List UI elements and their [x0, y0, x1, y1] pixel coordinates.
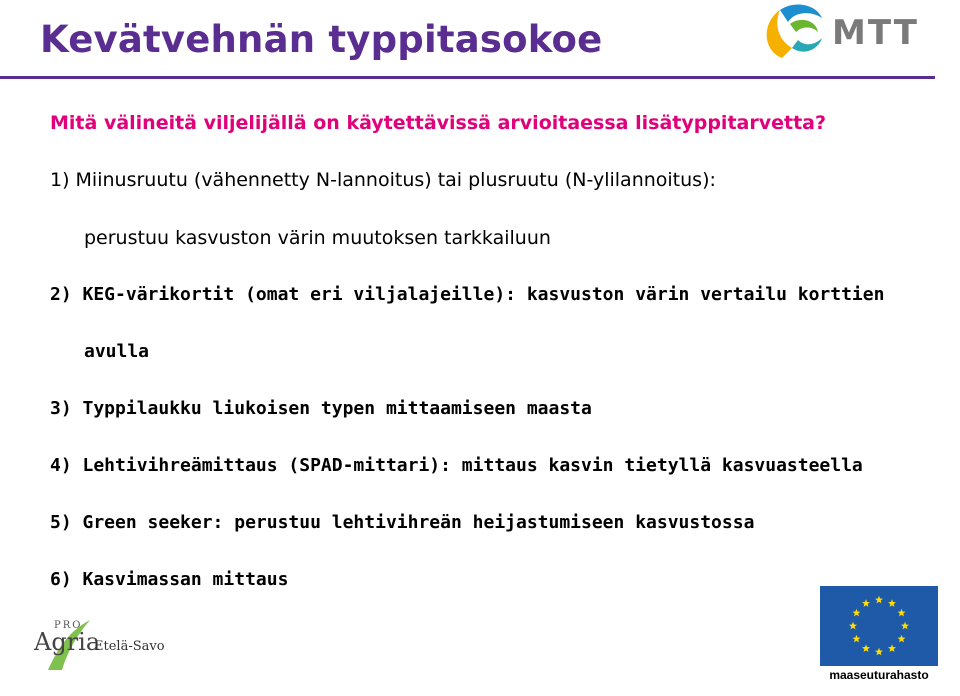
- eu-flag-icon: [820, 586, 938, 666]
- list-item-1: 1) Miinusruutu (vähennetty N-lannoitus) tai plusruutu (N-ylilannoitus):: [50, 169, 716, 191]
- proagria-region-text: Etelä-Savo: [94, 639, 165, 654]
- mtt-logo: [760, 0, 940, 66]
- page-title: Kevätvehnän typpitasokoe: [40, 18, 603, 61]
- proagria-logo: [28, 598, 168, 673]
- list-item-1-continuation: perustuu kasvuston värin muutoksen tarkkailuun: [84, 227, 551, 249]
- proagria-name-text: Agria: [34, 628, 101, 656]
- list-item-3: 3) Typpilaukku liukoisen typen mittaamiseen maasta: [50, 398, 592, 419]
- mtt-swirl-icon: [767, 4, 822, 58]
- list-item-2-continuation: avulla: [84, 341, 150, 362]
- list-item-6: 6) Kasvimassan mittaus: [50, 569, 289, 590]
- list-item-5: 5) Green seeker: perustuu lehtivihreän heijastumiseen kasvustossa: [50, 512, 755, 533]
- title-divider: [0, 76, 935, 79]
- list-item-2: 2) KEG-värikortit (omat eri viljalajeille): kasvuston värin vertailu korttien: [50, 284, 885, 305]
- eu-rural-fund-logo: [820, 586, 938, 690]
- mtt-logo-text: MTT: [832, 13, 919, 53]
- proagria-top-text: PRO: [54, 620, 83, 631]
- slide-subtitle: Mitä välineitä viljelijällä on käytettävissä arvioitaessa lisätyppitarvetta?: [50, 112, 826, 134]
- eu-caption: maaseuturahasto: [829, 668, 929, 682]
- list-item-4: 4) Lehtivihreämittaus (SPAD-mittari): mittaus kasvin tietyllä kasvuasteella: [50, 455, 863, 476]
